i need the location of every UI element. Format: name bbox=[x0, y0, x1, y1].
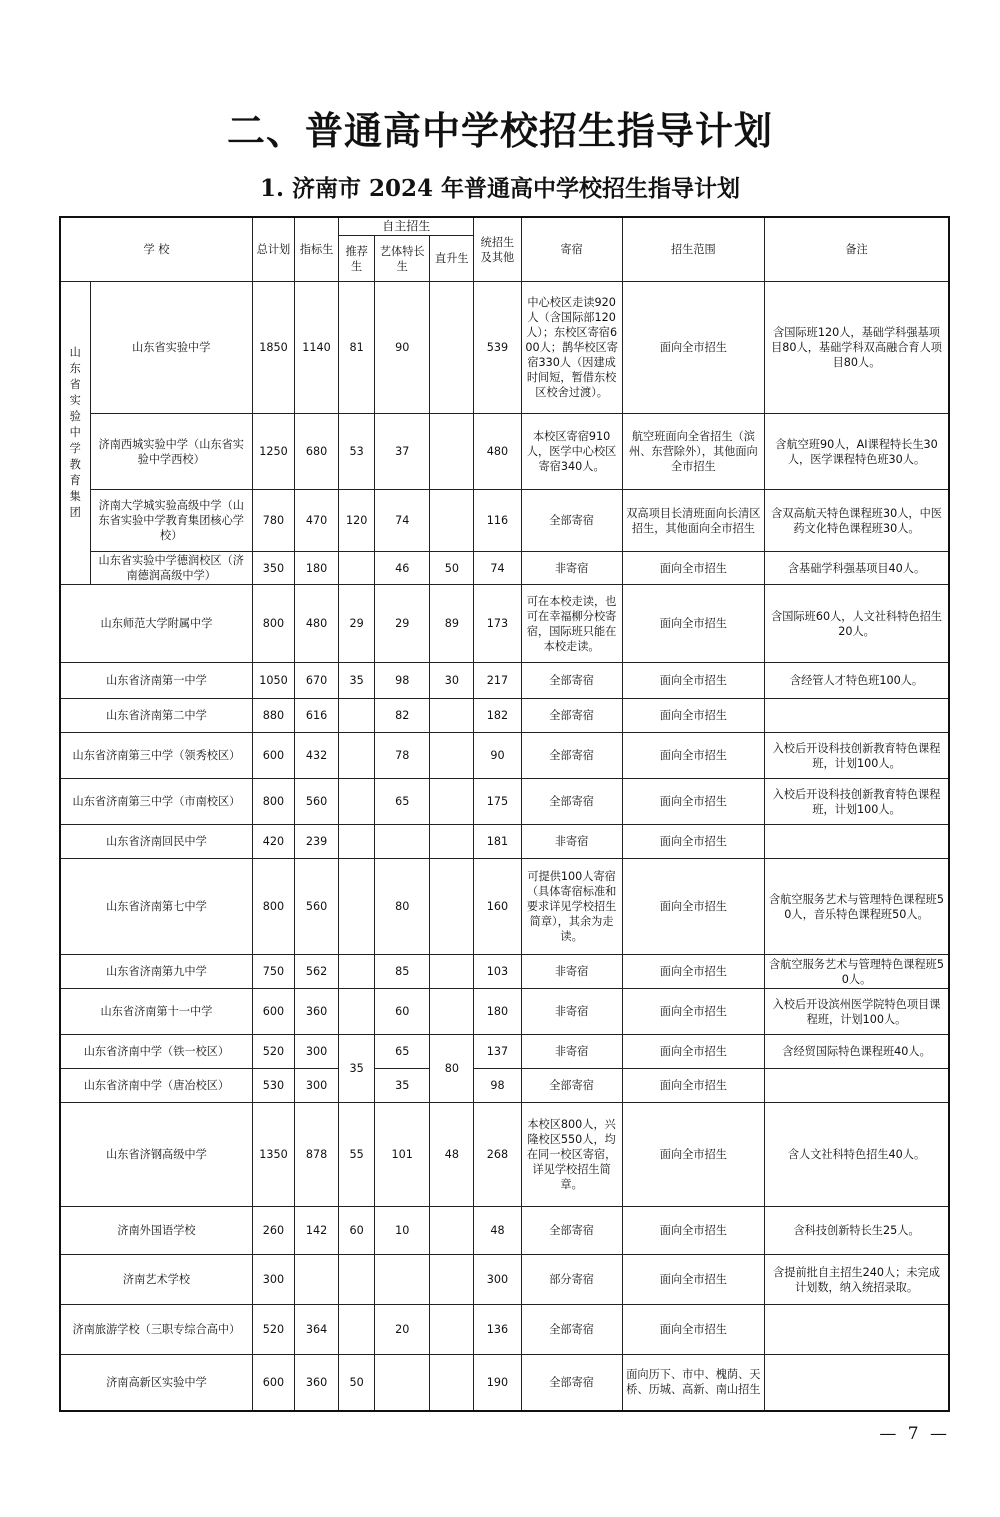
note-cell bbox=[765, 825, 949, 859]
table-row bbox=[60, 779, 949, 825]
unified-cell: 160 bbox=[474, 859, 521, 955]
boarding-cell: 可在本校走读，也可在幸福柳分校寄宿，国际班只能在本校走读。 bbox=[521, 585, 622, 663]
direct-cell bbox=[430, 955, 474, 989]
school-name-cell: 山东省实验中学德润校区（济南德润高级中学） bbox=[90, 552, 252, 585]
boarding-cell: 非寄宿 bbox=[521, 1035, 622, 1069]
recommend-cell: 81 bbox=[339, 282, 375, 414]
scope-cell: 面向全市招生 bbox=[622, 699, 764, 733]
boarding-cell: 全部寄宿 bbox=[521, 490, 622, 552]
recommend-cell: 50 bbox=[339, 1355, 375, 1411]
table-row bbox=[60, 1255, 949, 1305]
boarding-cell: 全部寄宿 bbox=[521, 1069, 622, 1103]
quota-cell: 432 bbox=[295, 733, 339, 779]
note-cell: 含经贸国际特色课程班40人。 bbox=[765, 1035, 949, 1069]
scope-cell: 面向全市招生 bbox=[622, 733, 764, 779]
unified-cell: 116 bbox=[474, 490, 521, 552]
total-plan-cell: 260 bbox=[252, 1207, 294, 1255]
group-name-cell bbox=[60, 282, 90, 585]
quota-cell: 878 bbox=[295, 1103, 339, 1207]
school-name-cell: 山东省济南第三中学（市南校区） bbox=[60, 779, 252, 825]
direct-cell bbox=[430, 733, 474, 779]
table-row bbox=[60, 699, 949, 733]
boarding-cell: 本校区800人，兴隆校区550人，均在同一校区寄宿，详见学校招生简章。 bbox=[521, 1103, 622, 1207]
note-cell: 含国际班120人，基础学科强基项目80人，基础学科双高融合育人项目80人。 bbox=[765, 282, 949, 414]
unified-cell: 480 bbox=[474, 414, 521, 490]
unified-cell: 190 bbox=[474, 1355, 521, 1411]
quota-cell: 180 bbox=[295, 552, 339, 585]
art-cell bbox=[375, 825, 430, 859]
unified-cell: 300 bbox=[474, 1255, 521, 1305]
art-cell: 90 bbox=[375, 282, 430, 414]
total-plan-cell: 420 bbox=[252, 825, 294, 859]
quota-cell: 239 bbox=[295, 825, 339, 859]
recommend-cell bbox=[339, 552, 375, 585]
group-name: 山东省实验中学教育集团 bbox=[69, 346, 81, 519]
table-row bbox=[60, 733, 949, 779]
note-cell bbox=[765, 1355, 949, 1411]
total-plan-cell: 600 bbox=[252, 989, 294, 1035]
art-cell: 82 bbox=[375, 699, 430, 733]
quota-cell: 670 bbox=[295, 663, 339, 699]
unified-cell: 137 bbox=[474, 1035, 521, 1069]
table-row bbox=[60, 1103, 949, 1207]
quota-cell: 560 bbox=[295, 779, 339, 825]
total-plan-cell: 1850 bbox=[252, 282, 294, 414]
scope-cell: 面向全市招生 bbox=[622, 1207, 764, 1255]
note-cell bbox=[765, 699, 949, 733]
unified-cell: 217 bbox=[474, 663, 521, 699]
art-cell: 29 bbox=[375, 585, 430, 663]
total-plan-cell: 600 bbox=[252, 733, 294, 779]
table-row bbox=[60, 989, 949, 1035]
direct-cell: 48 bbox=[430, 1103, 474, 1207]
note-cell: 含科技创新特长生25人。 bbox=[765, 1207, 949, 1255]
art-cell bbox=[375, 1255, 430, 1305]
header-scope: 招生范围 bbox=[622, 217, 764, 282]
total-plan-cell: 1350 bbox=[252, 1103, 294, 1207]
unified-cell: 175 bbox=[474, 779, 521, 825]
school-name-cell: 济南艺术学校 bbox=[60, 1255, 252, 1305]
direct-cell: 80 bbox=[430, 1035, 474, 1103]
art-cell: 37 bbox=[375, 414, 430, 490]
unified-cell: 268 bbox=[474, 1103, 521, 1207]
quota-cell: 360 bbox=[295, 989, 339, 1035]
total-plan-cell: 520 bbox=[252, 1035, 294, 1069]
total-plan-cell: 750 bbox=[252, 955, 294, 989]
school-name-cell: 济南西城实验中学（山东省实验中学西校） bbox=[90, 414, 252, 490]
direct-cell bbox=[430, 414, 474, 490]
quota-cell bbox=[295, 1255, 339, 1305]
unified-cell: 103 bbox=[474, 955, 521, 989]
recommend-cell: 35 bbox=[339, 663, 375, 699]
table-row bbox=[60, 490, 949, 552]
unified-cell: 539 bbox=[474, 282, 521, 414]
recommend-cell: 55 bbox=[339, 1103, 375, 1207]
table-row bbox=[60, 282, 949, 414]
note-cell: 含航空班90人，AI课程特长生30人，医学课程特色班30人。 bbox=[765, 414, 949, 490]
total-plan-cell: 800 bbox=[252, 779, 294, 825]
art-cell: 20 bbox=[375, 1305, 430, 1355]
art-cell: 35 bbox=[375, 1069, 430, 1103]
quota-cell: 560 bbox=[295, 859, 339, 955]
table-row bbox=[60, 552, 949, 585]
direct-cell bbox=[430, 779, 474, 825]
school-name-cell: 山东省济南回民中学 bbox=[60, 825, 252, 859]
header-note: 备注 bbox=[765, 217, 949, 282]
recommend-cell bbox=[339, 989, 375, 1035]
note-cell: 含国际班60人，人文社科特色招生20人。 bbox=[765, 585, 949, 663]
scope-cell: 面向全市招生 bbox=[622, 282, 764, 414]
art-cell: 85 bbox=[375, 955, 430, 989]
total-plan-cell: 600 bbox=[252, 1355, 294, 1411]
art-cell: 98 bbox=[375, 663, 430, 699]
scope-cell: 航空班面向全省招生（滨州、东营除外），其他面向全市招生 bbox=[622, 414, 764, 490]
table-row bbox=[60, 1069, 949, 1103]
unified-cell: 182 bbox=[474, 699, 521, 733]
art-cell: 101 bbox=[375, 1103, 430, 1207]
quota-cell: 1140 bbox=[295, 282, 339, 414]
table-row bbox=[60, 1355, 949, 1411]
recommend-cell: 60 bbox=[339, 1207, 375, 1255]
boarding-cell: 非寄宿 bbox=[521, 989, 622, 1035]
direct-cell bbox=[430, 859, 474, 955]
art-cell: 74 bbox=[375, 490, 430, 552]
boarding-cell: 非寄宿 bbox=[521, 955, 622, 989]
direct-cell bbox=[430, 989, 474, 1035]
unified-cell: 90 bbox=[474, 733, 521, 779]
boarding-cell: 全部寄宿 bbox=[521, 699, 622, 733]
art-cell: 46 bbox=[375, 552, 430, 585]
table-body bbox=[60, 282, 949, 1411]
total-plan-cell: 800 bbox=[252, 859, 294, 955]
total-plan-cell: 780 bbox=[252, 490, 294, 552]
scope-cell: 面向全市招生 bbox=[622, 1305, 764, 1355]
header-total: 总计划 bbox=[252, 217, 294, 282]
boarding-cell: 全部寄宿 bbox=[521, 1355, 622, 1411]
table-row bbox=[60, 663, 949, 699]
recommend-cell bbox=[339, 779, 375, 825]
boarding-cell: 非寄宿 bbox=[521, 825, 622, 859]
recommend-cell bbox=[339, 733, 375, 779]
school-name-cell: 济南高新区实验中学 bbox=[60, 1355, 252, 1411]
header-quota: 指标生 bbox=[295, 217, 339, 282]
note-cell: 含基础学科强基项目40人。 bbox=[765, 552, 949, 585]
table-row bbox=[60, 1207, 949, 1255]
page-title: 二、普通高中学校招生指导计划 bbox=[226, 108, 773, 153]
table-title: 1. 济南市 2024 年普通高中学校招生指导计划 bbox=[259, 175, 741, 202]
header-self-enrollment: 自主招生 bbox=[339, 217, 474, 236]
header-direct: 直升生 bbox=[430, 236, 474, 282]
note-cell: 含人文社科特色招生40人。 bbox=[765, 1103, 949, 1207]
quota-cell: 616 bbox=[295, 699, 339, 733]
unified-cell: 173 bbox=[474, 585, 521, 663]
quota-cell: 364 bbox=[295, 1305, 339, 1355]
recommend-cell bbox=[339, 1305, 375, 1355]
direct-cell bbox=[430, 490, 474, 552]
scope-cell: 双高项目长清班面向长清区招生，其他面向全市招生 bbox=[622, 490, 764, 552]
unified-cell: 48 bbox=[474, 1207, 521, 1255]
scope-cell: 面向全市招生 bbox=[622, 859, 764, 955]
scope-cell: 面向全市招生 bbox=[622, 585, 764, 663]
note-cell: 入校后开设滨州医学院特色项目课程班，计划100人。 bbox=[765, 989, 949, 1035]
header-unified: 统招生及其他 bbox=[474, 217, 521, 282]
total-plan-cell: 520 bbox=[252, 1305, 294, 1355]
recommend-cell: 120 bbox=[339, 490, 375, 552]
unified-cell: 180 bbox=[474, 989, 521, 1035]
school-name-cell: 山东省济南第七中学 bbox=[60, 859, 252, 955]
direct-cell bbox=[430, 1355, 474, 1411]
scope-cell: 面向全市招生 bbox=[622, 955, 764, 989]
art-cell bbox=[375, 1355, 430, 1411]
recommend-cell bbox=[339, 859, 375, 955]
note-cell: 含航空服务艺术与管理特色课程班50人。 bbox=[765, 955, 949, 989]
school-name-cell: 山东省济南中学（铁一校区） bbox=[60, 1035, 252, 1069]
recommend-cell bbox=[339, 955, 375, 989]
boarding-cell: 可提供100人寄宿（具体寄宿标准和要求详见学校招生简章），其余为走读。 bbox=[521, 859, 622, 955]
total-plan-cell: 350 bbox=[252, 552, 294, 585]
recommend-cell: 35 bbox=[339, 1035, 375, 1103]
quota-cell: 300 bbox=[295, 1069, 339, 1103]
boarding-cell: 全部寄宿 bbox=[521, 779, 622, 825]
quota-cell: 470 bbox=[295, 490, 339, 552]
total-plan-cell: 880 bbox=[252, 699, 294, 733]
recommend-cell bbox=[339, 699, 375, 733]
header-recommend: 推荐生 bbox=[339, 236, 375, 282]
school-name-cell: 济南外国语学校 bbox=[60, 1207, 252, 1255]
quota-cell: 360 bbox=[295, 1355, 339, 1411]
scope-cell: 面向全市招生 bbox=[622, 779, 764, 825]
total-plan-cell: 300 bbox=[252, 1255, 294, 1305]
boarding-cell: 全部寄宿 bbox=[521, 733, 622, 779]
quota-cell: 680 bbox=[295, 414, 339, 490]
quota-cell: 562 bbox=[295, 955, 339, 989]
scope-cell: 面向全市招生 bbox=[622, 552, 764, 585]
header-school: 学 校 bbox=[60, 217, 252, 282]
note-cell: 含航空服务艺术与管理特色课程班50人，音乐特色课程班50人。 bbox=[765, 859, 949, 955]
header-boarding: 寄宿 bbox=[521, 217, 622, 282]
note-cell: 入校后开设科技创新教育特色课程班，计划100人。 bbox=[765, 779, 949, 825]
table-row bbox=[60, 825, 949, 859]
direct-cell bbox=[430, 282, 474, 414]
recommend-cell bbox=[339, 1255, 375, 1305]
scope-cell: 面向历下、市中、槐荫、天桥、历城、高新、南山招生 bbox=[622, 1355, 764, 1411]
scope-cell: 面向全市招生 bbox=[622, 1255, 764, 1305]
school-name-cell: 山东省济南中学（唐冶校区） bbox=[60, 1069, 252, 1103]
direct-cell: 50 bbox=[430, 552, 474, 585]
school-name-cell: 济南大学城实验高级中学（山东省实验中学教育集团核心学校） bbox=[90, 490, 252, 552]
boarding-cell: 全部寄宿 bbox=[521, 1305, 622, 1355]
school-name-cell: 山东省济南第二中学 bbox=[60, 699, 252, 733]
table-row bbox=[60, 1305, 949, 1355]
scope-cell: 面向全市招生 bbox=[622, 825, 764, 859]
total-plan-cell: 530 bbox=[252, 1069, 294, 1103]
note-cell bbox=[765, 1069, 949, 1103]
total-plan-cell: 1250 bbox=[252, 414, 294, 490]
school-name-cell: 济南旅游学校（三职专综合高中） bbox=[60, 1305, 252, 1355]
direct-cell: 89 bbox=[430, 585, 474, 663]
art-cell: 10 bbox=[375, 1207, 430, 1255]
direct-cell bbox=[430, 699, 474, 733]
scope-cell: 面向全市招生 bbox=[622, 1103, 764, 1207]
unified-cell: 74 bbox=[474, 552, 521, 585]
direct-cell bbox=[430, 1207, 474, 1255]
quota-cell: 142 bbox=[295, 1207, 339, 1255]
school-name-cell: 山东省济南第三中学（领秀校区） bbox=[60, 733, 252, 779]
school-name-cell: 山东师范大学附属中学 bbox=[60, 585, 252, 663]
unified-cell: 98 bbox=[474, 1069, 521, 1103]
boarding-cell: 部分寄宿 bbox=[521, 1255, 622, 1305]
note-cell: 入校后开设科技创新教育特色课程班，计划100人。 bbox=[765, 733, 949, 779]
direct-cell bbox=[430, 825, 474, 859]
enrollment-plan-table bbox=[59, 216, 950, 1412]
total-plan-cell: 800 bbox=[252, 585, 294, 663]
art-cell: 78 bbox=[375, 733, 430, 779]
boarding-cell: 全部寄宿 bbox=[521, 663, 622, 699]
note-cell: 含双高航天特色课程班30人，中医药文化特色课程班30人。 bbox=[765, 490, 949, 552]
school-name-cell: 山东省济南第一中学 bbox=[60, 663, 252, 699]
direct-cell bbox=[430, 1255, 474, 1305]
scope-cell: 面向全市招生 bbox=[622, 1069, 764, 1103]
table-row bbox=[60, 955, 949, 989]
table-row bbox=[60, 585, 949, 663]
page-number: — 7 — bbox=[879, 1424, 950, 1444]
header-art: 艺体特长生 bbox=[375, 236, 430, 282]
note-cell: 含提前批自主招生240人；未完成计划数，纳入统招录取。 bbox=[765, 1255, 949, 1305]
recommend-cell bbox=[339, 825, 375, 859]
unified-cell: 181 bbox=[474, 825, 521, 859]
boarding-cell: 全部寄宿 bbox=[521, 1207, 622, 1255]
art-cell: 80 bbox=[375, 859, 430, 955]
table-row bbox=[60, 1035, 949, 1069]
direct-cell: 30 bbox=[430, 663, 474, 699]
boarding-cell: 非寄宿 bbox=[521, 552, 622, 585]
boarding-cell: 本校区寄宿910人，医学中心校区寄宿340人。 bbox=[521, 414, 622, 490]
quota-cell: 300 bbox=[295, 1035, 339, 1069]
direct-cell bbox=[430, 1305, 474, 1355]
unified-cell: 136 bbox=[474, 1305, 521, 1355]
boarding-cell: 中心校区走读920人（含国际部120人）；东校区寄宿600人；鹊华校区寄宿330人（因建成时间短，暂借东校区校舍过渡）。 bbox=[521, 282, 622, 414]
table-row bbox=[60, 414, 949, 490]
quota-cell: 480 bbox=[295, 585, 339, 663]
school-name-cell: 山东省济南第十一中学 bbox=[60, 989, 252, 1035]
scope-cell: 面向全市招生 bbox=[622, 1035, 764, 1069]
scope-cell: 面向全市招生 bbox=[622, 989, 764, 1035]
school-name-cell: 山东省实验中学 bbox=[90, 282, 252, 414]
total-plan-cell: 1050 bbox=[252, 663, 294, 699]
scope-cell: 面向全市招生 bbox=[622, 663, 764, 699]
art-cell: 65 bbox=[375, 779, 430, 825]
school-name-cell: 山东省济钢高级中学 bbox=[60, 1103, 252, 1207]
school-name-cell: 山东省济南第九中学 bbox=[60, 955, 252, 989]
table-row bbox=[60, 859, 949, 955]
recommend-cell: 29 bbox=[339, 585, 375, 663]
art-cell: 60 bbox=[375, 989, 430, 1035]
recommend-cell: 53 bbox=[339, 414, 375, 490]
art-cell: 65 bbox=[375, 1035, 430, 1069]
note-cell: 含经管人才特色班100人。 bbox=[765, 663, 949, 699]
note-cell bbox=[765, 1305, 949, 1355]
